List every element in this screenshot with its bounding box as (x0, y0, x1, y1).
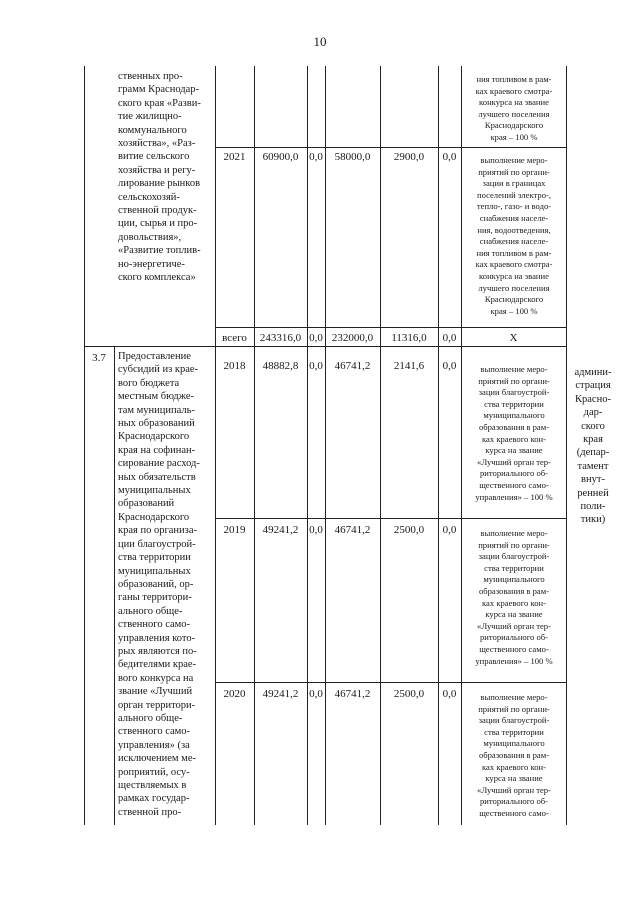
text-line: края – 100 % (490, 131, 538, 142)
text-line: ния топливом в рам- (476, 74, 552, 84)
text-line: ции благоустрой- (118, 538, 196, 550)
text-line: хозяйства», «Раз- (118, 138, 196, 150)
text-line: образований, ор- (118, 578, 194, 590)
text-line: снабжения населе- (479, 212, 549, 223)
text-line: зации в границах (482, 178, 546, 189)
text-line: звание «Лучший (118, 686, 193, 698)
text-line: ственных про- (118, 71, 183, 82)
text-line: ального обще- (118, 605, 183, 617)
text-line: ренней (577, 487, 609, 499)
text-line: щественного само- (479, 643, 549, 654)
text-line: образований (118, 498, 175, 510)
grid-line (215, 327, 566, 328)
text-line: щественного само- (479, 807, 549, 818)
text-line: тие жилищно- (118, 111, 182, 123)
text-line: поселений электро-, (476, 189, 552, 200)
local-value: 2900,0 (393, 151, 425, 163)
text-line: коммунального (118, 124, 187, 136)
text-line: риториального об- (479, 796, 548, 807)
federal-value: 0,0 (309, 332, 323, 344)
text-line: Предоставление (118, 351, 191, 362)
text-line: лучшего поселения (478, 282, 550, 293)
text-line: Краснодарского (484, 294, 544, 305)
grid-line (215, 682, 566, 683)
text-line: ства территории (484, 398, 544, 409)
extra-value: 0,0 (442, 524, 457, 536)
grid-line (114, 346, 115, 825)
regional-value: 46741,2 (334, 688, 371, 700)
text-line: ского края «Разви- (118, 97, 201, 109)
text-line: вого бюджета (118, 377, 180, 389)
text-line: админи- (574, 367, 612, 378)
text-line: сельскохозяй- (118, 191, 180, 203)
text-line: страция (575, 380, 611, 392)
text-line: конкурса на звание (479, 97, 549, 108)
year-cell: 2021 (223, 151, 246, 163)
text-line: лирование рынков (118, 178, 201, 190)
text-line: дар- (583, 407, 603, 419)
text-line: ках краевого кон- (482, 597, 546, 608)
text-line: но-энергетиче- (118, 258, 185, 270)
text-line: зации благоустрой- (478, 387, 550, 398)
federal-value: 0,0 (309, 524, 323, 536)
text-line: управления кото- (118, 632, 196, 644)
text-line: ния топливом в рам- (476, 247, 552, 258)
row-description (118, 70, 212, 285)
text-line: выполнение меро- (480, 364, 548, 374)
text-line: ственной продук- (118, 205, 197, 217)
text-line: муниципальных (118, 565, 191, 577)
text-line: ния, водоотведения, (477, 224, 551, 235)
text-line: орган территори- (118, 699, 196, 711)
result-mark: X (509, 332, 518, 344)
responsible-text (566, 366, 620, 527)
text-line: довольствия», (118, 231, 182, 243)
federal-value: 0,0 (309, 151, 323, 163)
regional-value: 46741,2 (334, 524, 371, 536)
text-line: ках краевого кон- (482, 433, 546, 444)
text-line: муниципального (483, 410, 545, 421)
text-line: ществляемых в (118, 780, 187, 791)
text-line: ства территории (484, 562, 544, 573)
text-line: ского (581, 420, 605, 432)
result-text (462, 74, 566, 144)
text-line: рамках государ- (118, 793, 190, 805)
text-line: риториального об- (479, 632, 548, 643)
text-line: приятий по органи- (478, 166, 550, 177)
text-line: зации благоустрой- (478, 715, 550, 726)
extra-value: 0,0 (442, 332, 457, 344)
year-cell: 2018 (223, 360, 246, 372)
text-line: там муниципаль- (118, 404, 195, 416)
text-line: ции, сырья и про- (118, 218, 198, 230)
text-line: исключением ме- (118, 753, 196, 765)
extra-value: 0,0 (442, 151, 457, 163)
text-line: ства территории (484, 726, 544, 737)
local-value: 2500,0 (393, 524, 425, 536)
text-line: управления» – 100 % (475, 491, 553, 502)
text-line: выполнение меро- (480, 528, 548, 538)
text-line: ственного само- (118, 619, 191, 631)
regional-value: 46741,2 (334, 360, 371, 372)
text-line: управления» – 100 % (475, 655, 553, 666)
grid-line (215, 518, 566, 519)
text-line: ственной про- (118, 806, 182, 818)
text-line: управления» (за (118, 739, 190, 751)
result-text (462, 528, 566, 667)
text-line: тепло-, газо- и водо- (476, 201, 552, 212)
text-line: ства территории (118, 552, 191, 564)
text-line: Краснодарского (118, 511, 190, 523)
text-line: «Лучший орган тер- (477, 456, 551, 467)
grid-line (380, 66, 381, 825)
text-line: хозяйства и регу- (118, 164, 196, 176)
extra-value: 0,0 (442, 688, 457, 700)
row-description (118, 350, 212, 819)
text-line: ганы территори- (118, 592, 192, 604)
text-line: образования в рам- (478, 749, 550, 760)
text-line: щественного само- (479, 479, 549, 490)
text-line: тамент (577, 460, 609, 472)
text-line: ках краевого смотра- (475, 85, 553, 96)
text-line: приятий по органи- (478, 703, 550, 714)
text-line: витие сельского (118, 151, 190, 163)
grid-line (307, 66, 308, 825)
federal-value: 0,0 (309, 688, 323, 700)
grid-line (215, 66, 216, 825)
result-text (462, 364, 566, 503)
text-line: снабжения населе- (479, 236, 549, 247)
text-line: Краснодарского (484, 120, 544, 131)
text-line: образования в рам- (478, 421, 550, 432)
total-value: 60900,0 (262, 151, 299, 163)
text-line: «Лучший орган тер- (477, 620, 551, 631)
regional-value: 58000,0 (334, 151, 371, 163)
text-line: местным бюдже- (118, 391, 195, 403)
text-line: выполнение меро- (480, 155, 548, 165)
local-value: 11316,0 (391, 332, 427, 344)
text-line: края на софинан- (118, 444, 196, 456)
text-line: лучшего поселения (478, 108, 550, 119)
federal-value: 0,0 (309, 360, 323, 372)
regional-value: 232000,0 (331, 332, 374, 344)
text-line: края – 100 % (490, 305, 538, 316)
text-line: вого конкурса на (118, 672, 194, 684)
grid-line (438, 66, 439, 825)
grid-line (215, 147, 566, 148)
text-line: тики) (580, 514, 606, 526)
year-cell: 2020 (223, 688, 246, 700)
text-line: муниципальных (118, 485, 191, 497)
page-number: 10 (313, 34, 327, 49)
text-line: края по организа- (118, 525, 197, 537)
text-line: ках краевого кон- (482, 761, 546, 772)
text-line: «Лучший орган тер- (477, 784, 551, 795)
text-line: «Развитие топлив- (118, 245, 201, 257)
text-line: ных обязательств (118, 471, 196, 483)
extra-value: 0,0 (442, 360, 457, 372)
text-line: (депар- (576, 447, 610, 459)
text-line: выполнение меро- (480, 692, 548, 702)
grid-line (325, 66, 326, 825)
text-line: ках краевого смотра- (475, 259, 553, 270)
text-line: поли- (580, 501, 606, 513)
grid-line (254, 66, 255, 825)
text-line: зации благоустрой- (478, 551, 550, 562)
text-line: ных образований (118, 418, 195, 430)
local-value: 2500,0 (393, 688, 425, 700)
local-value: 2141,6 (393, 360, 425, 372)
text-line: курса на звание (485, 609, 543, 620)
total-value: 48882,8 (262, 360, 299, 372)
grid-line (84, 66, 85, 825)
year-cell: 2019 (223, 524, 246, 536)
text-line: роприятий, осу- (118, 766, 190, 778)
text-line: ального обще- (118, 712, 183, 724)
text-line: конкурса на звание (479, 270, 549, 281)
text-line: муниципального (483, 574, 545, 585)
text-line: Красно- (575, 393, 611, 405)
text-line: приятий по органи- (478, 539, 550, 550)
text-line: Краснодарского (118, 431, 190, 443)
total-value: 49241,2 (262, 688, 299, 700)
text-line: образования в рам- (478, 585, 550, 596)
text-line: сирование расход- (118, 458, 200, 470)
text-line: муниципального (483, 738, 545, 749)
text-line: ственного само- (118, 726, 191, 738)
total-label: всего (222, 332, 247, 344)
text-line: грамм Краснодар- (118, 84, 200, 96)
total-value: 243316,0 (259, 332, 302, 344)
text-line: риториального об- (479, 468, 548, 479)
text-line: субсидий из крае- (118, 364, 199, 376)
text-line: края (583, 434, 603, 446)
text-line: внут- (581, 474, 605, 486)
grid-line (84, 346, 566, 347)
text-line: курса на звание (485, 445, 543, 456)
result-text (462, 692, 566, 820)
result-text (462, 155, 566, 317)
text-line: ского комплекса» (118, 272, 196, 284)
text-line: рых являются по- (118, 645, 197, 657)
text-line: курса на звание (485, 773, 543, 784)
text-line: приятий по органи- (478, 375, 550, 386)
row-number: 3.7 (92, 352, 106, 364)
text-line: бедителями крае- (118, 659, 197, 671)
total-value: 49241,2 (262, 524, 299, 536)
